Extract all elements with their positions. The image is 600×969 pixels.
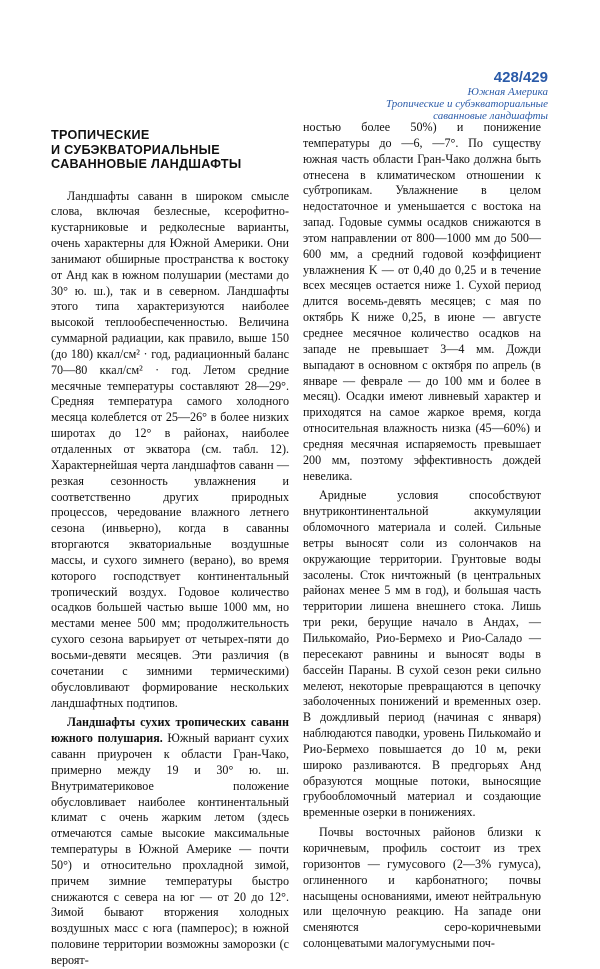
hydrology-paragraph: Аридные условия способствуют внутриконтинентальной аккумуляции обломочного материала и солей. Сильные ветры выносят соли из солончаков на окружающие территории. Грунтовые воды засолены. Сток ничтожный (в центральных районах менее 5 мм в год), и большая часть территории лишена внешнего стока. Лишь три реки, берущие начало в Андах, — Пилькомайо, Рио-Бермехо и Рио-Саладо — пересекают равнины и выносят воды в бассейн Параны. В сухой сезон реки сильно мелеют, некоторые превращаются в цепочку заболоченных понижений и временных озер. В дождливый период (начиная с января) наблюдаются паводки, уровень Пилькомайо и Рио-Бермехо повышается до 10 м, реки широко разливаются. В предгорьях Анд образуются мощные потоки, выносящие грубообломочный материал и создающие временные озерки в понижениях. xyxy=(303,488,541,820)
right-column xyxy=(303,120,541,952)
subsection-text: Южный вариант сухих саванн приурочен к области Гран-Чако, примерно между 19 и 30° ю. ш. Внутриматериковое положение обусловливает наиболее континентальный климат с очень жарким летом (здесь отмечаются самые высокие максимальные температуры в Южной Америке — почти 50°) и относительно прохладной зимой, причем зимние температуры быстро снижаются с севера на юг — от 20 до 12°. Зимой бывают вторжения холодных воздушных масс с юга (памперос); в южной половине территории возможны заморозки (с вероят- xyxy=(51,731,289,967)
running-head-section-line-1: Тропические и субэкваториальные xyxy=(385,98,548,110)
section-title-line-3: САВАННОВЫЕ ЛАНДШАФТЫ xyxy=(51,157,242,171)
left-column xyxy=(51,120,289,969)
soils-paragraph: Почвы восточных районов близки к коричневым, профиль состоит из трех горизонтов — гумусового (2—3% гумуса), оглиненного и карбонатного; почвы насыщены основаниями, имеют нейтральную или щелочную реакцию. На западе они сменяются серо-коричневыми солонцеватыми малогумусными поч- xyxy=(303,825,541,951)
subsection-heading: Ландшафты сухих тропических саванн южного полушария. xyxy=(51,715,289,746)
running-head-region: Южная Америка xyxy=(467,86,548,98)
section-title-line-1: ТРОПИЧЕСКИЕ xyxy=(51,128,150,142)
running-header xyxy=(288,70,548,122)
section-title xyxy=(51,128,289,172)
page-numbers: 428/429 xyxy=(493,69,548,86)
intro-paragraph: Ландшафты саванн в широком смысле слова, включая безлесные, ксерофитно-кустарниковые и редколесные варианты, очень характерны для Южной Америки. Они занимают обширные пространства к востоку от Анд как в южном полушарии (местами до 30° ю. ш.), так и в северном. Ландшафты этого типа характеризуются наиболее высокой теплообеспеченностью. Величина суммарной радиации, как правило, выше 150 (до 180) ккал/см² · год, радиационный баланс 70—80 ккал/см² · год. Летом средние месячные температуры составляют 28—29°. Средняя температура самого холодного месяца колеблется от 25—26° в более низких широтах до 12° в районах, наиболее отдаленных от экватора (см. табл. 12). Характернейшая черта ландшафтов саванн — резкая сезонность увлажнения и соответственно других природных процессов, чередование влажного летнего сезона (инвьерно), когда в саванны вторгаются экваториальные воздушные массы, и сухого зимнего (верано), во время которого господствует континентальный тропический воздух. Годовое количество осадков большей частью выше 1000 мм, но местами менее 500 мм; продолжительность сухого сезона варьирует от четырех-пяти до восьми-девяти месяцев. Эти различия (в сочетании с зимними термическими) обусловливают формирование нескольких ландшафтных подтипов. xyxy=(51,188,289,710)
section-title-line-2: И СУБЭКВАТОРИАЛЬНЫЕ xyxy=(51,142,220,157)
subsection-paragraph xyxy=(51,715,289,969)
climate-paragraph: ностью более 50%) и понижение температуры до —6, —7°. По существу южная часть области Гран-Чако должна быть отнесена в климатическом отношении к субтропикам. Увлажнение в целом недостаточное и уменьшается с востока на запад. Годовые суммы осадков снижаются в этом направлении от 800—1000 мм до 500—600 мм, а средний годовой коэффициент увлажнения K — от 0,40 до 0,25 и в течение всех месяцев остается ниже 1. Сухой период длится восемь-девять месяцев; с мая по октябрь K ниже 0,25, в июне — августе среднее месячное количество осадков на западе не превышает 3—4 мм. Дожди выпадают в основном с октября по апрель (в январе — феврале — до 100 мм и более в месяц). Осадки имеют ливневый характер и приходятся на самое жаркое время, когда относительная влажность низка (45—60%) и средняя месячная испаряемость превышает 200 мм, поэтому эффективность дождей невелика. xyxy=(303,120,541,483)
running-head-section-line-2: саванновые ландшафты xyxy=(433,110,548,122)
